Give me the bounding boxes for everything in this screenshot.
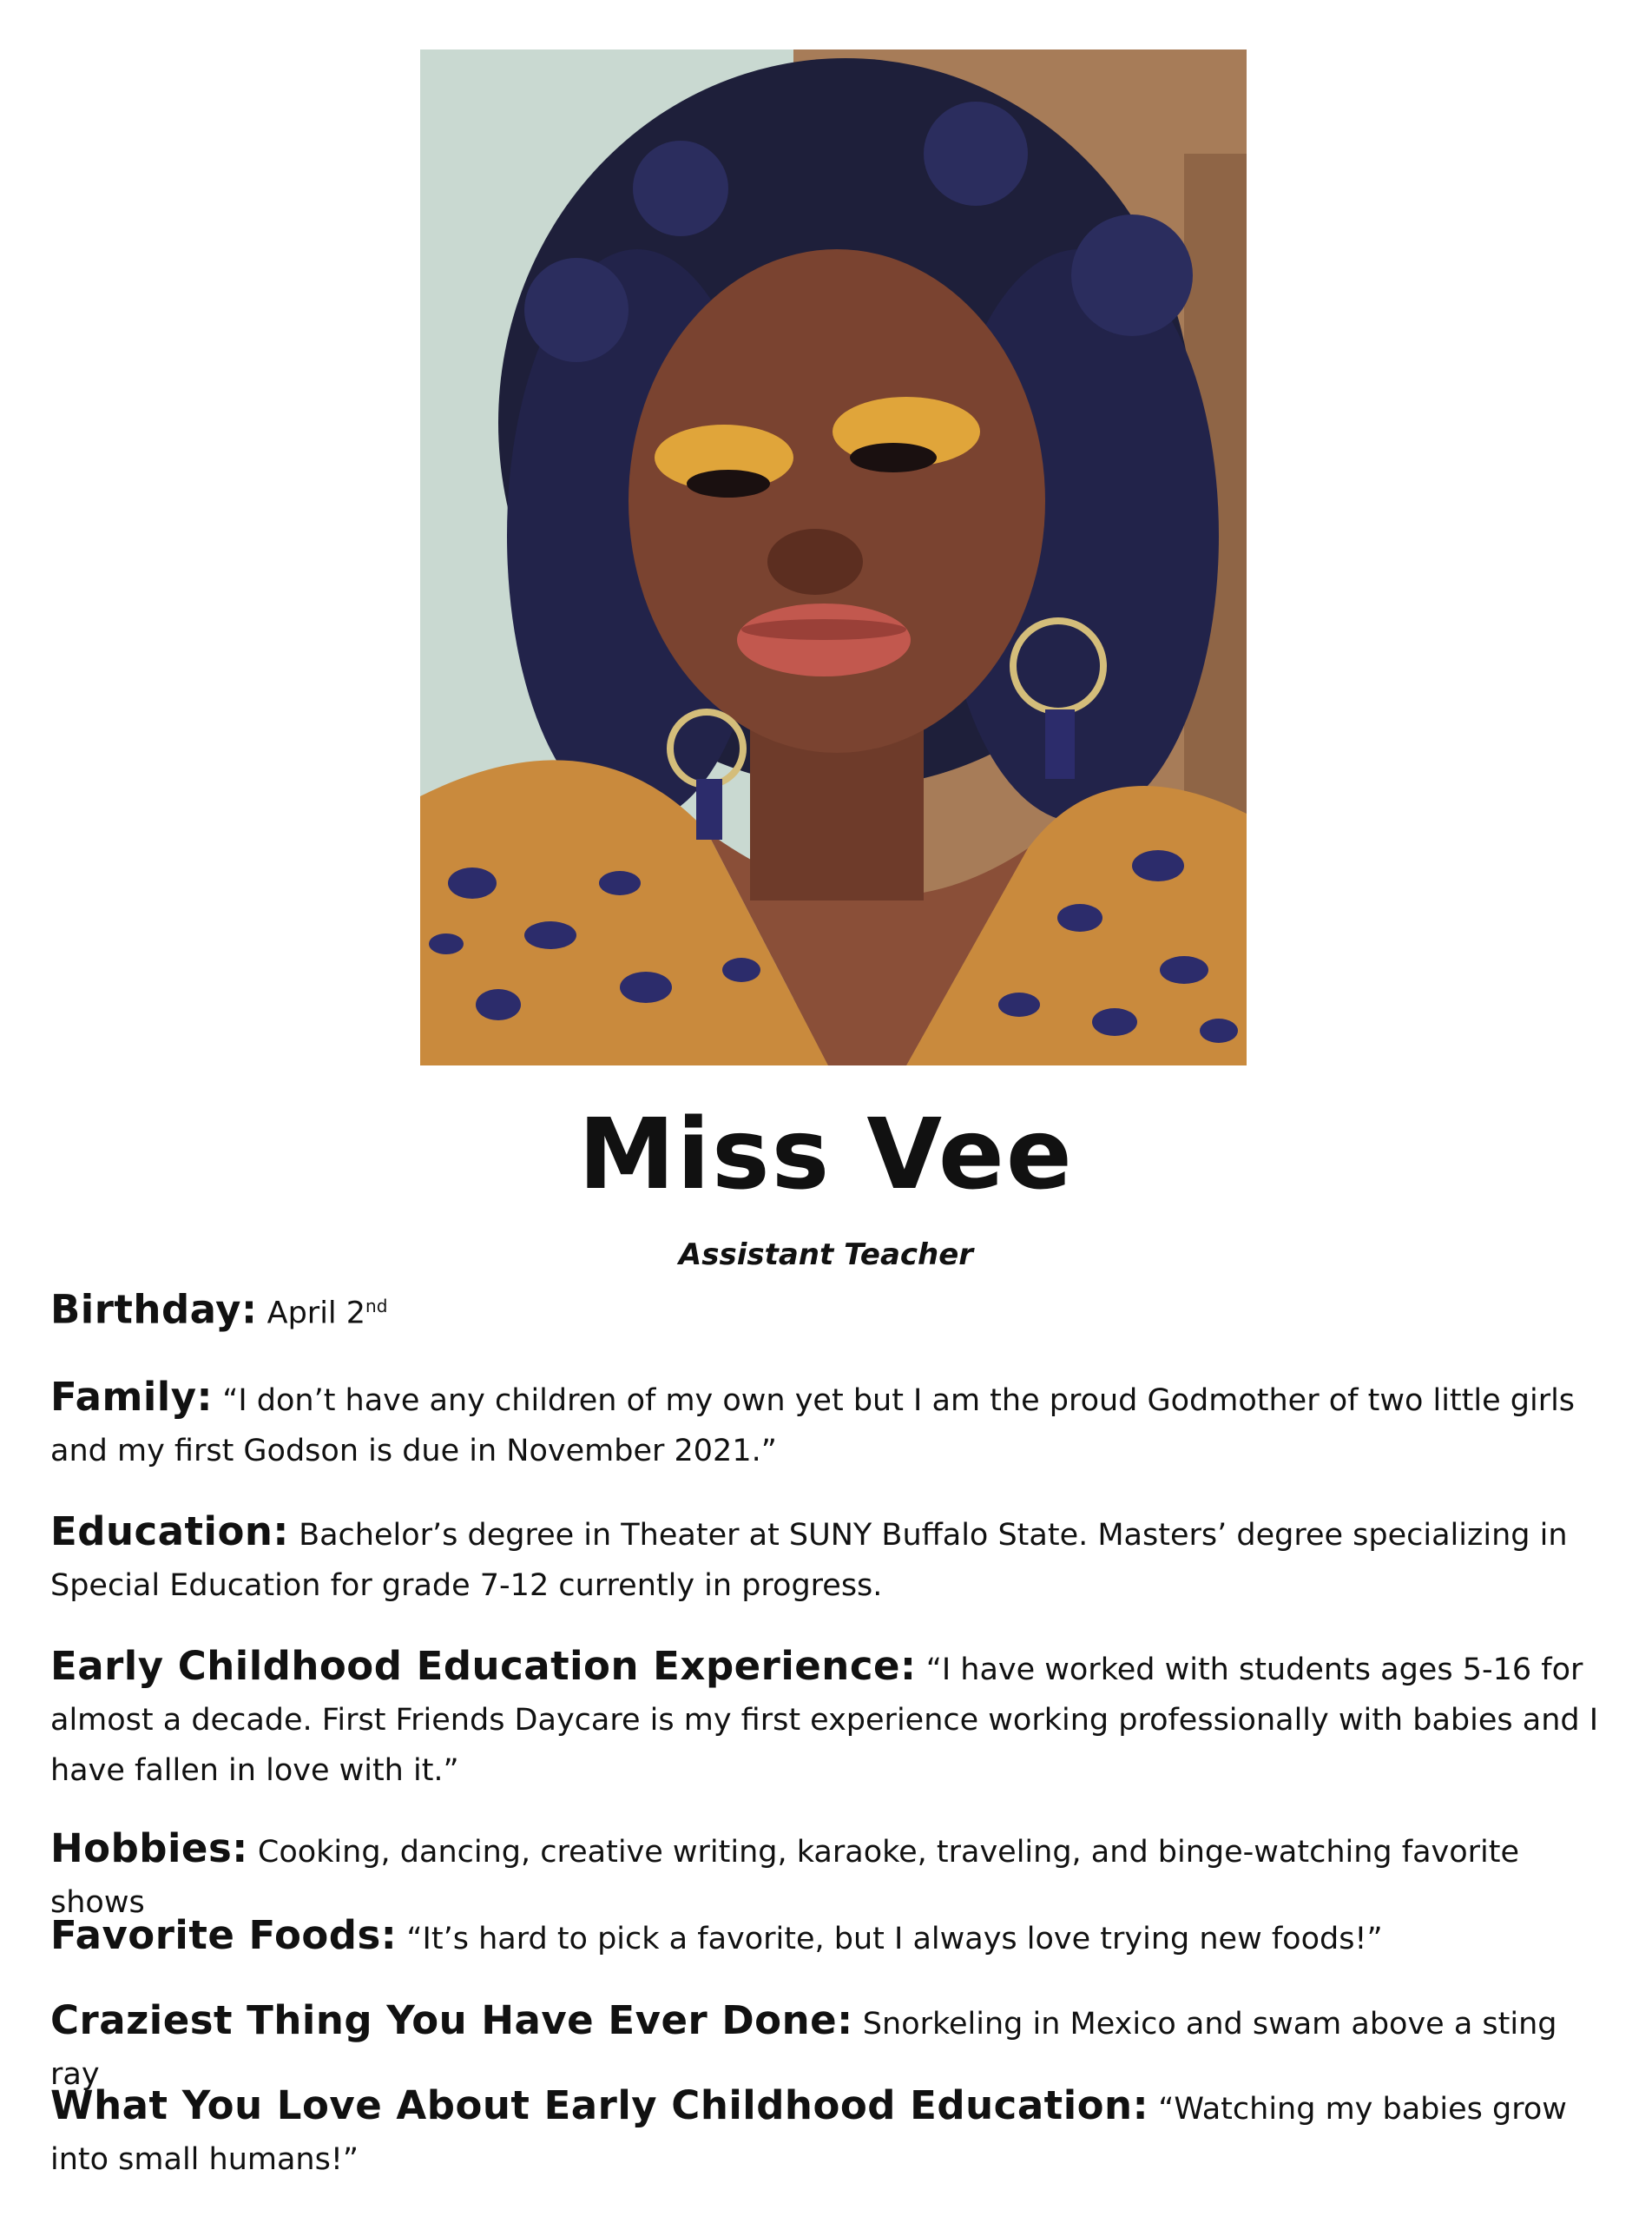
birthday-label: Birthday: — [50, 1286, 258, 1333]
teacher-name: Miss Vee — [578, 1098, 1074, 1211]
portrait-photo — [420, 49, 1247, 1065]
family-value: “I don’t have any children of my own yet but I am the proud Godmother of two little girls and my first Godson is due in November 2021.” — [50, 1383, 1576, 1468]
experience-label: Early Childhood Education Experience: — [50, 1643, 917, 1689]
foods-label: Favorite Foods: — [50, 1912, 398, 1958]
foods-section — [50, 1910, 1613, 1964]
experience-section — [50, 1641, 1613, 1796]
education-section — [50, 1507, 1613, 1611]
craziest-label: Craziest Thing You Have Ever Done: — [50, 1997, 853, 2043]
love-label: What You Love About Early Childhood Education: — [50, 2082, 1149, 2128]
craziest-value: Snorkeling in Mexico and swam above a sting ray — [50, 2007, 1557, 2092]
teacher-role: Assistant Teacher — [678, 1237, 974, 1272]
birthday-section — [50, 1281, 1613, 1339]
love-value: “Watching my babies grow into small humans!” — [50, 2092, 1567, 2177]
foods-value: “It’s hard to pick a favorite, but I always love trying new foods!” — [406, 1922, 1383, 1956]
birthday-value: April 2 — [267, 1296, 366, 1331]
love-section — [50, 2081, 1613, 2185]
family-section — [50, 1372, 1613, 1476]
education-label: Education: — [50, 1508, 289, 1554]
hobbies-value: Cooking, dancing, creative writing, karaoke, traveling, and binge-watching favorite shows — [50, 1835, 1520, 1920]
family-label: Family: — [50, 1374, 214, 1420]
education-value: Bachelor’s degree in Theater at SUNY Buffalo State. Masters’ degree specializing in Special Education for grade 7-12 currently in progress. — [50, 1518, 1568, 1603]
hobbies-label: Hobbies: — [50, 1825, 248, 1871]
experience-value: “I have worked with students ages 5-16 for almost a decade. First Friends Daycare is my first experience working professionally with babies and I have fallen in love with it.” — [50, 1652, 1599, 1788]
birthday-suffix: nd — [365, 1296, 388, 1316]
